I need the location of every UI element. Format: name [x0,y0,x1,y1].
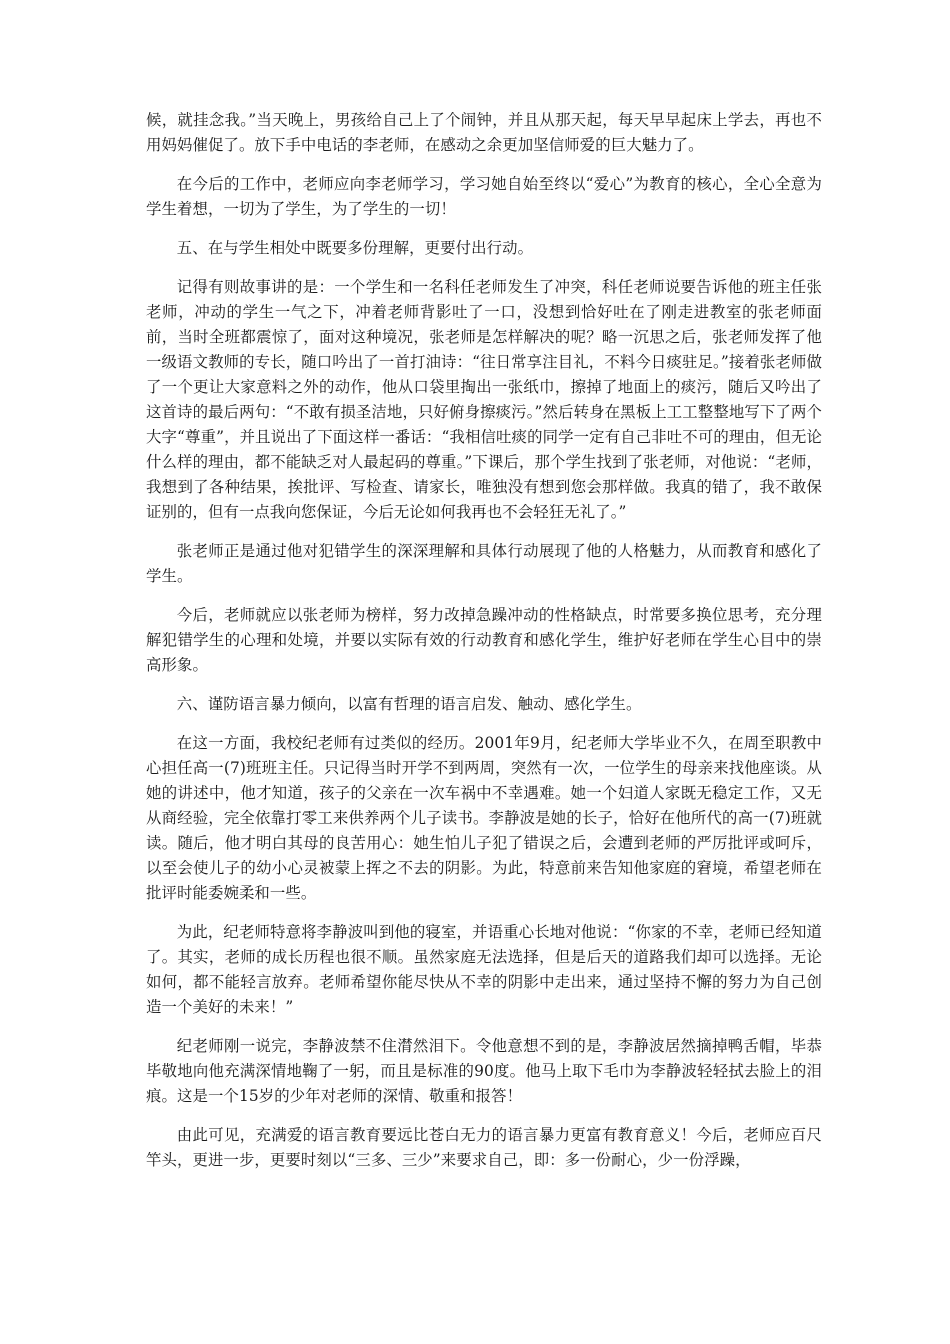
paragraph-8: 纪老师刚一说完，李静波禁不住潸然泪下。令他意想不到的是，李静波居然摘掉鸭舌帽，毕恭毕敬地向他充满深情地鞠了一躬，而且是标准的90度。他马上取下毛巾为李静波轻轻拭去脸上的泪痕。这是一个15岁的少年对老师的深情、敬重和报答！ [146,1037,822,1105]
paragraph-7: 为此，纪老师特意将李静波叫到他的寝室，并语重心长地对他说：“你家的不幸，老师已经知道了。其实，老师的成长历程也很不顺。虽然家庭无法选择，但是后天的道路我们却可以选择。无论如何，都不能轻言放弃。老师希望你能尽快从不幸的阴影中走出来，通过坚持不懈的努力为自己创造一个美好的未来！” [146,923,822,1016]
paragraph-4: 张老师正是通过他对犯错学生的深深理解和具体行动展现了他的人格魅力，从而教育和感化了学生。 [146,542,822,585]
paragraph-3: 记得有则故事讲的是：一个学生和一名科任老师发生了冲突，科任老师说要告诉他的班主任张老师，冲动的学生一气之下，冲着老师背影吐了一口，没想到恰好吐在了刚走进教室的张老师面前，当时全班都震惊了，面对这种境况，张老师是怎样解决的呢？略一沉思之后，张老师发挥了他一级语文教师的专长，随口吟出了一首打油诗：“往日常享注目礼，不料今日痰驻足。”接着张老师做了一个更让大家意料之外的动作，他从口袋里掏出一张纸巾，擦掉了地面上的痰污，随后又吟出了这首诗的最后两句：“不敢有损圣洁地，只好俯身擦痰污。”然后转身在黑板上工工整整地写下了两个大字“尊重”，并且说出了下面这样一番话：“我相信吐痰的同学一定有自己非吐不可的理由，但无论什么样的理由，都不能缺乏对人最起码的尊重。”下课后，那个学生找到了张老师，对他说：“老师，我想到了各种结果，挨批评、写检查、请家长，唯独没有想到您会那样做。我真的错了，我不敢保证别的，但有一点我向您保证，今后无论如何我再也不会轻狂无礼了。” [146,278,822,521]
section-heading-6: 六、谨防语言暴力倾向，以富有哲理的语言启发、触动、感化学生。 [176,695,642,713]
document-body [146,108,822,1187]
paragraph-5: 今后，老师就应以张老师为榜样，努力改掉急躁冲动的性格缺点，时常要多换位思考，充分理解犯错学生的心理和处境，并要以实际有效的行动教育和感化学生，维护好老师在学生心目中的崇高形象。 [146,606,822,674]
paragraph-6: 在这一方面，我校纪老师有过类似的经历。2001年9月，纪老师大学毕业不久，在周至职教中心担任高一(7)班班主任。只记得当时开学不到两周，突然有一次，一位学生的母亲来找他座谈。从她的讲述中，他才知道，孩子的父亲在一次车祸中不幸遇难。她一个妇道人家既无稳定工作，又无从商经验，完全依靠打零工来供养两个儿子读书。李静波是她的长子，恰好在他所代的高一(7)班就读。随后，他才明白其母的良苦用心：她生怕儿子犯了错误之后，会遭到老师的严厉批评或呵斥，以至会使儿子的幼小心灵被蒙上挥之不去的阴影。为此，特意前来告知他家庭的窘境，希望老师在批评时能委婉柔和一些。 [146,734,822,902]
paragraph-2: 在今后的工作中，老师应向李老师学习，学习她自始至终以“爱心”为教育的核心，全心全意为学生着想，一切为了学生，为了学生的一切！ [146,175,822,218]
section-heading-5: 五、在与学生相处中既要多份理解，更要付出行动。 [176,239,534,257]
paragraph-1: 候，就挂念我。”当天晚上，男孩给自己上了个闹钟，并且从那天起，每天早早起床上学去，再也不用妈妈催促了。放下手中电话的李老师，在感动之余更加坚信师爱的巨大魅力了。 [146,111,822,154]
paragraph-9: 由此可见，充满爱的语言教育要远比苍白无力的语言暴力更富有教育意义！今后，老师应百尺竿头，更进一步，更要时刻以“三多、三少”来要求自己，即：多一份耐心，少一份浮躁， [146,1126,822,1169]
